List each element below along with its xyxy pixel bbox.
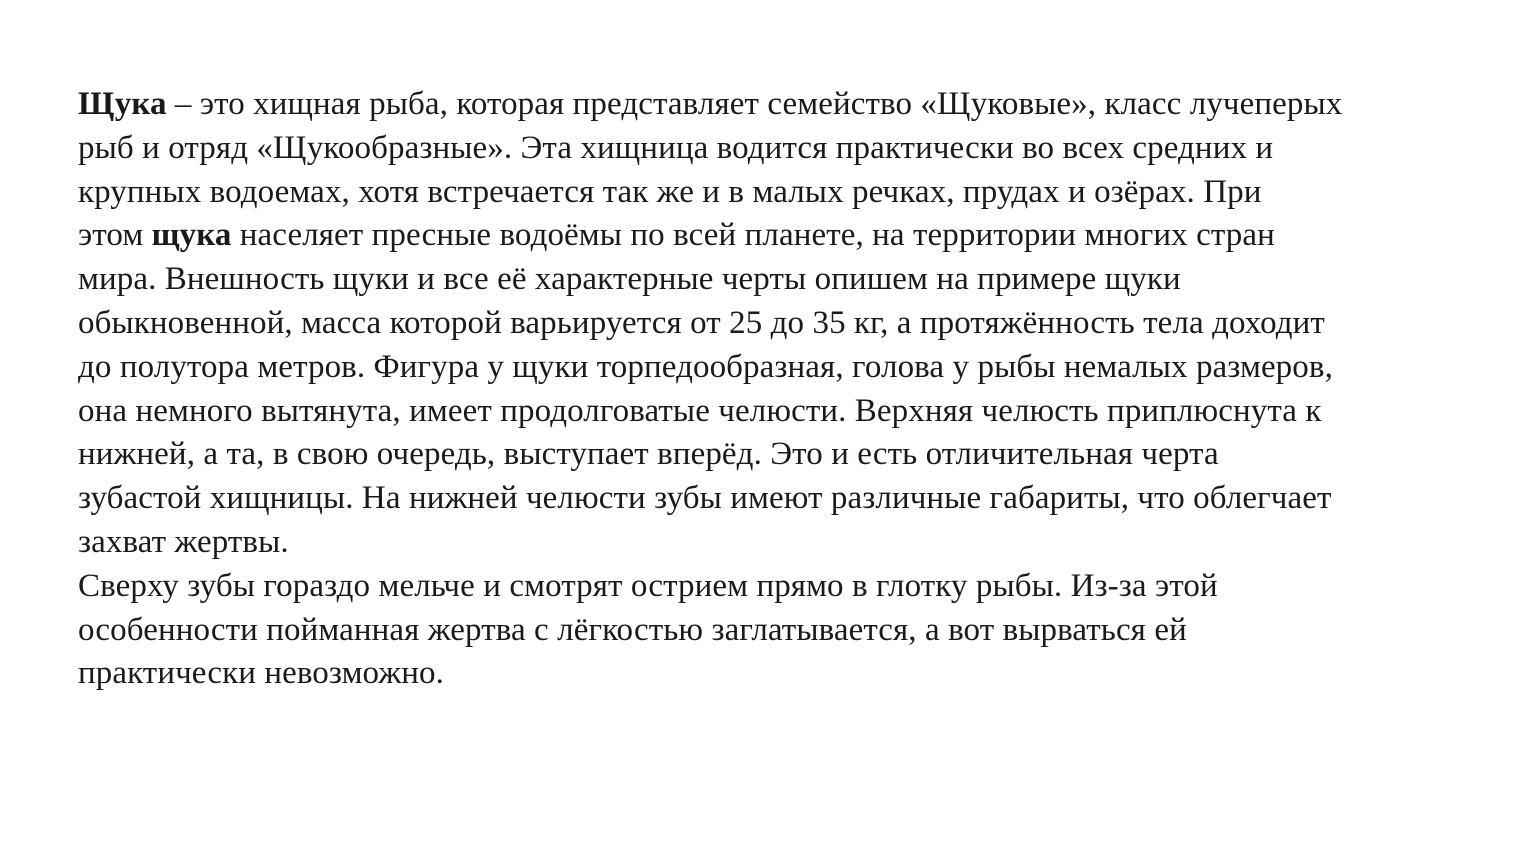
text-line: особенности пойманная жертва с лёгкостью заглатывается, а вот вырваться ей [78,611,1187,648]
text-block [78,83,1478,696]
text-line: Сверху зубы гораздо мельче и смотрят острием прямо в глотку рыбы. Из-за этой [78,567,1218,604]
bold-term: Щука [78,86,167,122]
text-line: она немного вытянута, имеет продолговатые челюсти. Верхняя челюсть приплюснута к [78,392,1322,429]
text-line: нижней, а та, в свою очередь, выступает вперёд. Это и есть отличительная черта [78,436,1219,473]
text-line: практически невозможно. [78,655,444,692]
bold-term: щука [151,217,232,254]
text-run: – это хищная рыба, которая представляет семейство «Щуковые», класс лучеперых [166,86,1343,122]
text-line: зубастой хищницы. На нижней челюсти зубы имеют различные габариты, что облегчает [78,480,1332,517]
text-line: захват жертвы. [78,523,289,560]
text-line: рыб и отряд «Щукообразные». Эта хищница водится практически во всех средних и [78,129,1274,166]
text-line: мира. Внешность щуки и все её характерные черты опишем на примере щуки [78,261,1181,298]
text-line: обыкновенной, масса которой варьируется от 25 до 35 кг, а протяжённость тела доходит [78,304,1325,341]
text-run: населяет пресные водоёмы по всей планете, на территории многих стран [231,217,1275,254]
text-run: этом [78,217,152,254]
text-line [78,214,1478,258]
text-line [78,83,1478,127]
text-line: крупных водоемах, хотя встречается так же и в малых речках, прудах и озёрах. При [78,173,1262,210]
text-line: до полутора метров. Фигура у щуки торпедообразная, голова у рыбы немалых размеров, [78,348,1333,385]
